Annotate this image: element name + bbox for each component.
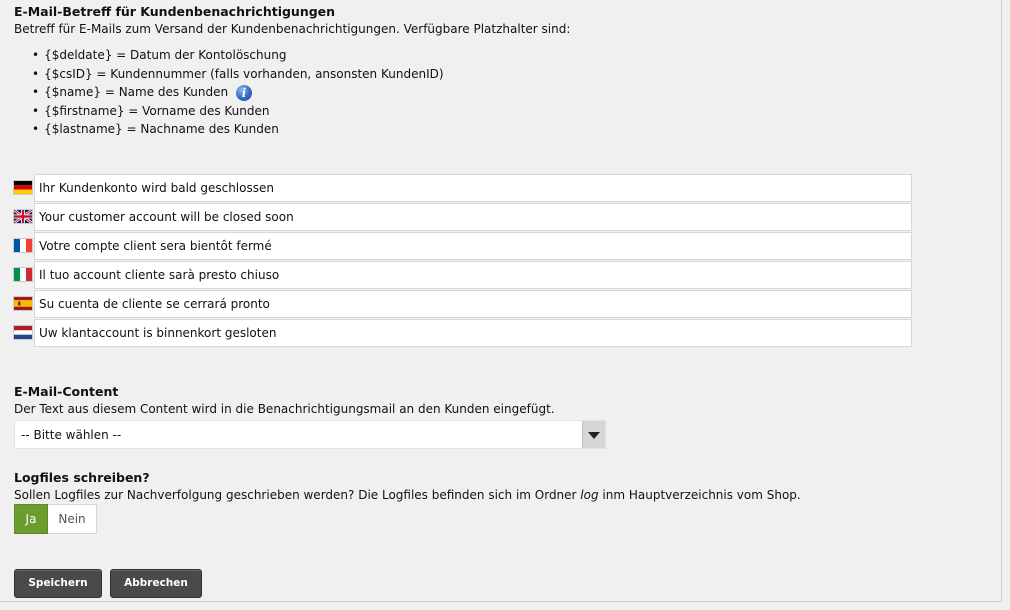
logfiles-toggle: [14, 504, 97, 534]
subject-section: [14, 4, 570, 139]
subject-input-nl[interactable]: [34, 319, 912, 347]
flag-gb-icon: [14, 210, 32, 223]
subject-input-fr[interactable]: [34, 232, 912, 260]
list-item: [32, 65, 570, 84]
subject-input-gb[interactable]: [34, 203, 912, 231]
flag-nl-icon: [14, 326, 32, 339]
flag-es-icon: [14, 297, 32, 310]
subject-section-title: E-Mail-Betreff für Kundenbenachrichtigungen: [14, 4, 336, 19]
subject-input-es[interactable]: [34, 290, 912, 318]
logfiles-description-text-end: inm Hauptverzeichnis vom Shop.: [598, 488, 801, 502]
content-select-value: -- Bitte wählen --: [21, 428, 122, 442]
list-item: [32, 46, 570, 65]
placeholder-text: {$name} = Name des Kunden: [44, 85, 229, 99]
flag-fr-icon: [14, 239, 32, 252]
placeholder-list: [14, 46, 570, 139]
content-select[interactable]: [14, 420, 606, 449]
list-item: [32, 102, 570, 121]
list-item: [32, 120, 570, 139]
placeholder-text: {$deldate} = Datum der Kontolöschung: [44, 48, 287, 62]
subject-input-it[interactable]: [34, 261, 912, 289]
placeholder-text: {$lastname} = Nachname des Kunden: [44, 122, 279, 136]
info-icon[interactable]: i: [236, 85, 252, 101]
toggle-no-button[interactable]: Nein: [48, 504, 97, 534]
logfiles-section: [14, 470, 914, 526]
content-section-description: Der Text aus diesem Content wird in die Benachrichtigungsmail an den Kunden eingefügt.: [14, 402, 555, 416]
flag-de-icon: [14, 181, 32, 194]
content-section: [14, 384, 814, 442]
logfiles-section-description: [14, 486, 914, 504]
subject-input-de[interactable]: [34, 174, 912, 202]
save-button[interactable]: Speichern: [14, 569, 102, 598]
list-item: [32, 83, 570, 102]
cancel-button[interactable]: Abbrechen: [110, 569, 202, 598]
content-section-title: E-Mail-Content: [14, 384, 119, 399]
placeholder-text: {$csID} = Kundennummer (falls vorhanden, ansonsten KundenID): [44, 66, 444, 81]
logfiles-description-text: Sollen Logfiles zur Nachverfolgung geschrieben werden? Die Logfiles befinden sich im Ordner: [14, 488, 581, 502]
placeholder-text: {$firstname} = Vorname des Kunden: [44, 103, 270, 118]
toggle-yes-button[interactable]: Ja: [14, 504, 48, 534]
logfiles-folder-name: log: [580, 488, 599, 502]
chevron-down-icon[interactable]: [582, 421, 605, 448]
logfiles-section-title: Logfiles schreiben?: [14, 470, 150, 485]
flag-it-icon: [14, 268, 32, 281]
subject-section-description: Betreff für E-Mails zum Versand der Kundenbenachrichtigungen. Verfügbare Platzhalter sind:: [14, 22, 571, 36]
